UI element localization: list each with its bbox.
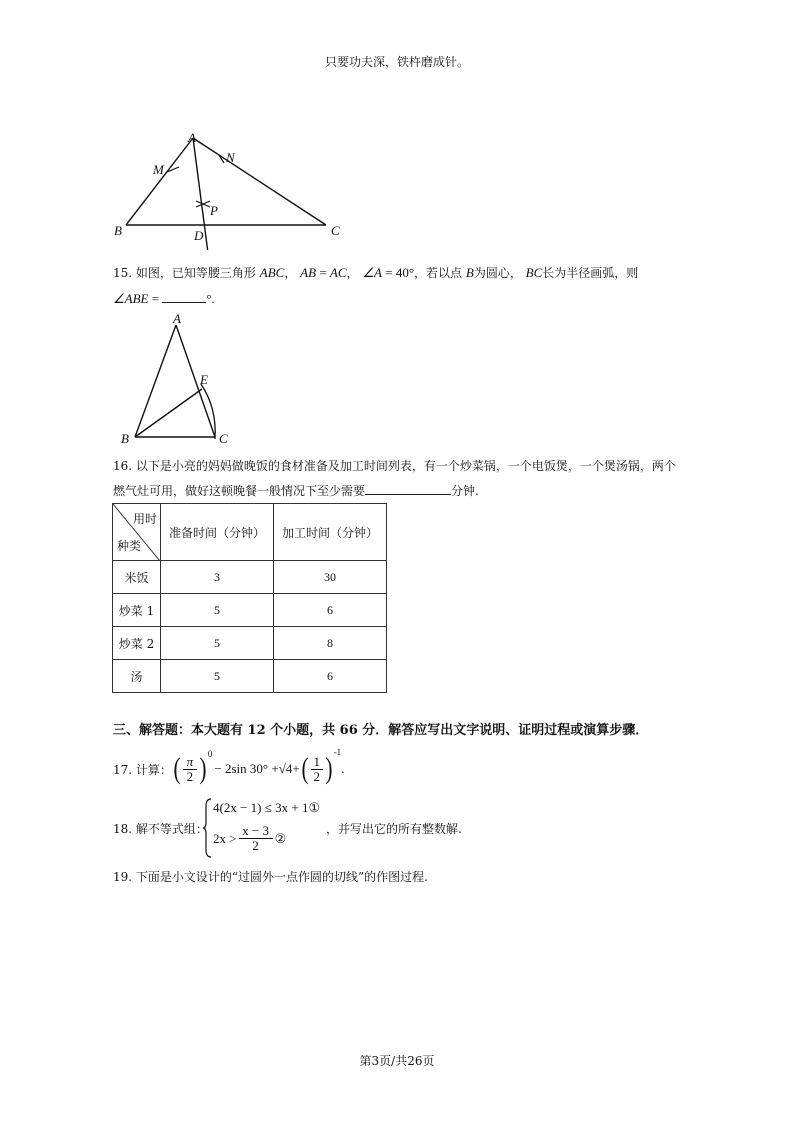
- segment-be: [135, 389, 202, 437]
- row-cook: 30: [274, 561, 387, 594]
- figure-triangle-abc-perpendicular-bisector: [100, 125, 360, 250]
- system-brace: [203, 798, 211, 858]
- fraction-1-over-2: 1 2: [311, 755, 323, 784]
- q19-text: 19. 下面是小文设计的“过圆外一点作圆的切线”的作图过程.: [113, 870, 428, 884]
- label-a: A: [173, 312, 181, 326]
- table-row: [113, 594, 387, 627]
- table-corner-cell: [113, 504, 161, 561]
- q16-line-2: 燃气灶可用，做好这顿晚餐一般情况下至少需要 分钟.: [113, 484, 479, 498]
- row-name: 汤: [113, 660, 161, 693]
- side-ac: [176, 325, 215, 437]
- row-prep: 5: [161, 594, 274, 627]
- side-ab: [135, 325, 176, 437]
- left-paren: (: [173, 752, 181, 785]
- label-d: D: [194, 228, 204, 243]
- q15-line-1: 15. 如图，已知等腰三角形 ABC， AB = AC， ∠A = 40°，若以点 B为圆心， BC长为半径画弧，则: [113, 265, 639, 280]
- fraction-x-minus-3-over-2: x − 3 2: [239, 824, 273, 853]
- row-prep: 5: [161, 660, 274, 693]
- inequality-1: 4(2x − 1) ≤ 3x + 1①: [213, 800, 321, 815]
- table-row: [113, 660, 387, 693]
- label-p: P: [210, 203, 218, 218]
- corner-bottom-label: 种类: [117, 539, 142, 553]
- label-e: E: [200, 372, 208, 387]
- table-header: 准备时间（分钟）: [161, 504, 274, 561]
- fraction-pi-over-2: π 2: [183, 755, 197, 784]
- table-row: [113, 561, 387, 594]
- section-3-heading: 三、解答题：本大题有 12 个小题，共 66 分．解答应写出文字说明、证明过程或演算步骤．: [113, 723, 649, 738]
- figure-isosceles-triangle-arc: [118, 312, 248, 447]
- label-a: A: [188, 130, 196, 145]
- row-cook: 8: [274, 627, 387, 660]
- row-prep: 5: [161, 627, 274, 660]
- label-c: C: [331, 223, 340, 238]
- q15-line-2: ∠ABE = °.: [113, 291, 215, 306]
- label-b: B: [114, 223, 122, 238]
- page-header-motto: 只要功夫深，铁杵磨成针。: [324, 55, 469, 69]
- right-paren: ): [199, 752, 207, 785]
- page-number: 第3页/共26页: [359, 1054, 435, 1068]
- answer-blank: [162, 290, 206, 303]
- label-c: C: [219, 431, 228, 446]
- q18-prefix: 18. 解不等式组：: [113, 822, 208, 836]
- row-cook: 6: [274, 660, 387, 693]
- row-name: 炒菜 1: [113, 594, 161, 627]
- row-name: 米饭: [113, 561, 161, 594]
- label-n: N: [226, 150, 235, 165]
- q16-line-1: 16. 以下是小亮的妈妈做晚饭的食材准备及加工时间列表，有一个炒菜锅，一个电饭煲，一个煲汤锅，两个: [113, 459, 676, 473]
- label-b: B: [121, 431, 129, 446]
- row-prep: 3: [161, 561, 274, 594]
- table-row: [113, 627, 387, 660]
- row-name: 炒菜 2: [113, 627, 161, 660]
- table-header: 加工时间（分钟）: [274, 504, 387, 561]
- q18-suffix: ，并写出它的所有整数解.: [326, 822, 462, 836]
- corner-top-label: 用时: [133, 512, 158, 526]
- time-table: [112, 503, 387, 693]
- q17-expression: 17. 计算： ( π 2 ) $^0$ − 2sin 30° + √4 + ( 1 2 ) $^{-1}$ .: [113, 747, 345, 785]
- side-ab: [126, 138, 193, 225]
- row-cook: 6: [274, 594, 387, 627]
- answer-blank: [365, 482, 451, 495]
- label-m: M: [153, 162, 164, 177]
- inequality-2: 2x > x − 3 2 ②: [213, 823, 287, 853]
